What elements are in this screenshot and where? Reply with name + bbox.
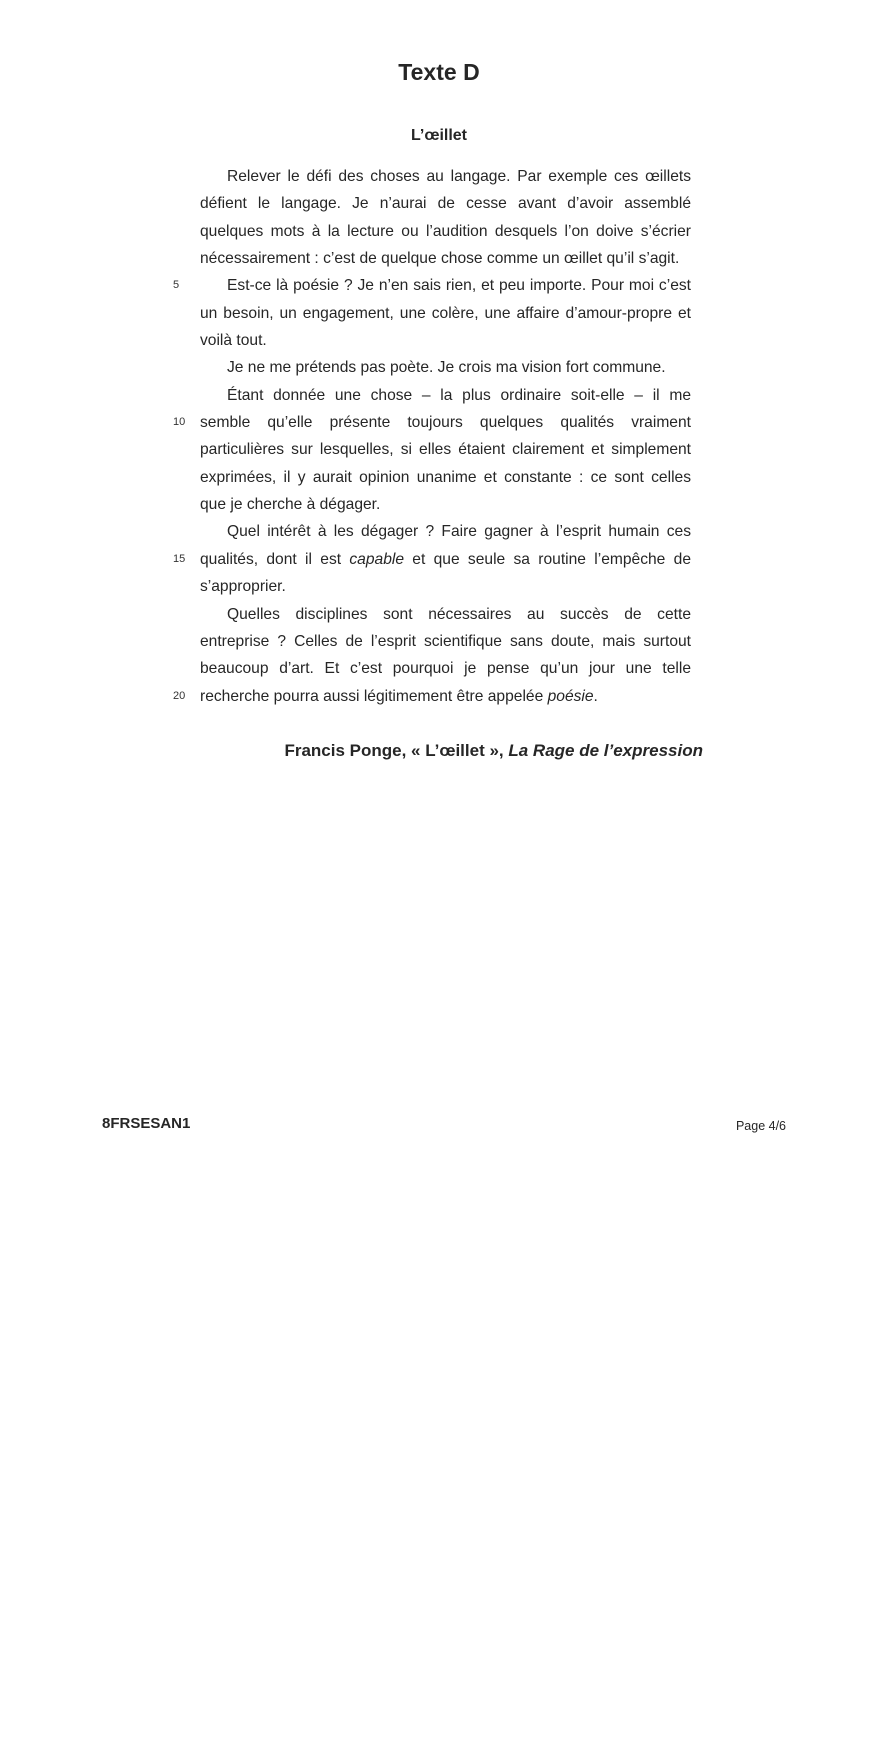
text-line: [173, 409, 691, 436]
line-text: défient le langage. Je n’aurai de cesse avant d’avoir assemblé: [200, 195, 691, 213]
line-text: quelques mots à la lecture ou l’audition desquels l’on doive s’écrier: [200, 222, 691, 240]
text-line: [200, 218, 691, 245]
line-text: Je ne me prétends pas poète. Je crois ma vision fort commune.: [227, 359, 666, 377]
line-text: qualités, dont il est: [200, 550, 350, 568]
line-text: exprimées, il y aurait opinion unanime et constante : ce sont celles: [200, 468, 691, 486]
text-line: [200, 655, 691, 682]
line-text: particulières sur lesquelles, si elles étaient clairement et simplement: [200, 441, 691, 459]
line-text: s’approprier.: [200, 578, 286, 596]
text-line: [200, 163, 691, 190]
line-emphasis: capable: [349, 550, 404, 568]
text-line: [200, 464, 691, 491]
line-number: 15: [173, 552, 186, 565]
text-line: [200, 382, 691, 409]
text-line: [173, 546, 691, 573]
line-text: Étant donnée une chose – la plus ordinaire soit-elle – il me: [227, 386, 691, 404]
text-title: L’œillet: [411, 127, 467, 144]
line-text: beaucoup d’art. Et c’est pourquoi je pense qu’un jour une telle: [200, 660, 691, 678]
text-line: [200, 518, 691, 545]
text-line: [200, 354, 691, 381]
line-text: que je cherche à dégager.: [200, 496, 381, 514]
line-text: Quel intérêt à les dégager ? Faire gagner à l’esprit humain ces: [227, 523, 691, 541]
line-text: et que seule sa routine l’empêche de: [404, 550, 691, 568]
attribution: [0, 741, 703, 761]
text-line: [200, 491, 691, 518]
line-text: .: [593, 687, 598, 705]
line-number: 20: [173, 689, 186, 702]
text-line: [173, 683, 691, 710]
line-text: un besoin, un engagement, une colère, une affaire d’amour-propre et: [200, 304, 691, 322]
line-text: Est-ce là poésie ? Je n’en sais rien, et peu importe. Pour moi c’est: [227, 277, 691, 295]
attribution-author-title: Francis Ponge, « L’œillet »,: [284, 741, 509, 760]
line-text: semble qu’elle présente toujours quelques qualités vraiment: [200, 414, 691, 432]
attribution-book: La Rage de l’expression: [508, 741, 703, 760]
page-title: Texte D: [398, 59, 480, 85]
line-text: voilà tout.: [200, 332, 267, 350]
text-line: [200, 190, 691, 217]
line-text: Quelles disciplines sont nécessaires au succès de cette: [227, 605, 691, 623]
text-line: [200, 601, 691, 628]
line-text: Relever le défi des choses au langage. Par exemple ces œillets: [227, 168, 691, 185]
line-text: nécessairement : c’est de quelque chose comme un œillet qu’il s’agit.: [200, 250, 680, 268]
exam-code: 8FRSESAN1: [102, 1115, 191, 1132]
line-number: 10: [173, 416, 186, 429]
line-text: recherche pourra aussi légitimement être appelée: [200, 687, 548, 705]
text-line: [200, 628, 691, 655]
text-line: [200, 573, 691, 600]
poem-text: [173, 163, 691, 710]
text-line: [200, 436, 691, 463]
text-line: [173, 272, 691, 299]
line-number: 5: [173, 279, 180, 292]
text-line: [200, 245, 691, 272]
line-text: entreprise ? Celles de l’esprit scientifique sans doute, mais surtout: [200, 632, 691, 650]
page-number: Page 4/6: [735, 1119, 786, 1133]
line-emphasis: poésie: [547, 687, 594, 705]
text-line: [200, 300, 691, 327]
text-line: [200, 327, 691, 354]
